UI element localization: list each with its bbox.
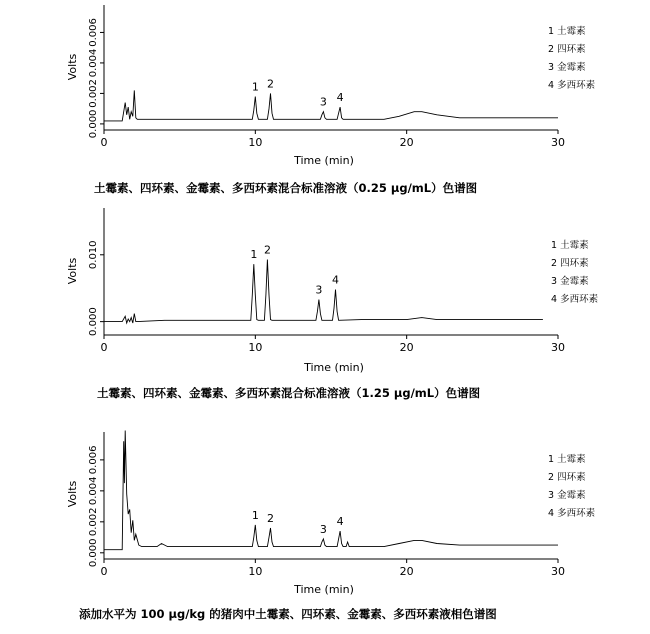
x-tick-label: 20 (399, 341, 414, 354)
legend-item-2: 2 四环素 (551, 258, 589, 269)
figure-caption-2: 土霉素、四环素、金霉素、多西环素混合标准溶液（1.25 μg/mL）色谱图 (97, 386, 481, 400)
y-axis-label: Volts (66, 257, 79, 285)
x-axis-label: Time (min) (304, 361, 364, 374)
x-axis-ticks (101, 335, 566, 354)
peak-label: 2 (263, 243, 271, 257)
x-tick-label: 10 (248, 136, 263, 149)
peak-label: 3 (315, 283, 323, 297)
x-tick-label: 0 (100, 136, 108, 149)
x-tick-label: 10 (248, 341, 263, 354)
legend-item-3: 3 金霉素 (548, 490, 586, 501)
legend-item-1: 1 土霉素 (551, 240, 589, 251)
y-tick-label: 0.006 (88, 18, 99, 47)
y-tick-label: 0.002 (88, 507, 99, 537)
peak-label: 2 (266, 77, 274, 91)
x-tick-label: 30 (551, 565, 565, 578)
peak-label: 4 (332, 273, 340, 287)
chromatogram-trace (104, 260, 543, 324)
x-axis-label: Time (min) (294, 154, 354, 167)
x-tick-label: 30 (551, 341, 565, 354)
y-tick-label: 0.000 (88, 307, 99, 336)
x-tick-label: 30 (551, 136, 565, 149)
legend-item-4: 4 多西环素 (548, 80, 596, 91)
y-tick-label: 0.000 (88, 109, 99, 139)
x-axis-ticks (101, 559, 566, 578)
legend-item-1: 1 土霉素 (548, 26, 586, 37)
peak-label: 1 (251, 508, 259, 522)
legend (548, 25, 596, 91)
peak-label: 2 (266, 512, 274, 526)
peak-labels (250, 243, 339, 296)
x-tick-label: 20 (399, 565, 414, 578)
chromatogram-panel-2 (66, 208, 599, 374)
y-axis-label: Volts (66, 480, 79, 508)
peak-label: 1 (250, 248, 258, 262)
figure-caption-1: 土霉素、四环素、金霉素、多西环素混合标准溶液（0.25 μg/mL）色谱图 (94, 181, 478, 195)
peak-label: 3 (319, 95, 327, 109)
x-axis-ticks (101, 130, 566, 149)
y-tick-label: 0.004 (88, 476, 99, 506)
peak-label: 4 (336, 91, 344, 105)
y-tick-label: 0.010 (88, 240, 99, 270)
legend-item-4: 4 多西环素 (551, 294, 599, 305)
legend-item-1: 1 土霉素 (548, 454, 586, 465)
figure-caption-3: 添加水平为 100 μg/kg 的猪肉中土霉素、四环素、金霉素、多西环素液相色谱图 (79, 607, 497, 621)
x-tick-label: 0 (100, 565, 108, 578)
peak-label: 4 (336, 515, 344, 529)
y-tick-label: 0.002 (88, 79, 99, 108)
y-axis-label: Volts (66, 53, 79, 81)
y-axis-ticks (88, 446, 104, 568)
y-axis-ticks (88, 240, 104, 335)
x-tick-label: 20 (399, 136, 414, 149)
legend (548, 453, 596, 519)
y-tick-label: 0.004 (88, 48, 99, 78)
peak-label: 1 (251, 80, 259, 94)
legend-item-2: 2 四环素 (548, 44, 586, 55)
x-tick-label: 10 (248, 565, 263, 578)
chromatogram-trace (104, 431, 558, 550)
peak-label: 3 (319, 522, 327, 536)
chromatogram-trace (104, 90, 558, 121)
legend-item-4: 4 多西环素 (548, 508, 596, 519)
y-tick-label: 0.000 (88, 538, 99, 568)
y-axis-ticks (88, 18, 104, 138)
x-tick-label: 0 (100, 341, 108, 354)
chromatogram-panel-1 (66, 5, 596, 167)
peak-labels (252, 509, 344, 536)
legend-item-3: 3 金霉素 (551, 276, 589, 287)
legend-item-3: 3 金霉素 (548, 62, 586, 73)
chromatogram-panel-3 (66, 431, 596, 597)
peak-labels (252, 77, 344, 108)
x-axis-label: Time (min) (294, 583, 354, 596)
y-tick-label: 0.006 (88, 445, 99, 475)
legend-item-2: 2 四环素 (548, 472, 586, 483)
legend (551, 239, 599, 305)
